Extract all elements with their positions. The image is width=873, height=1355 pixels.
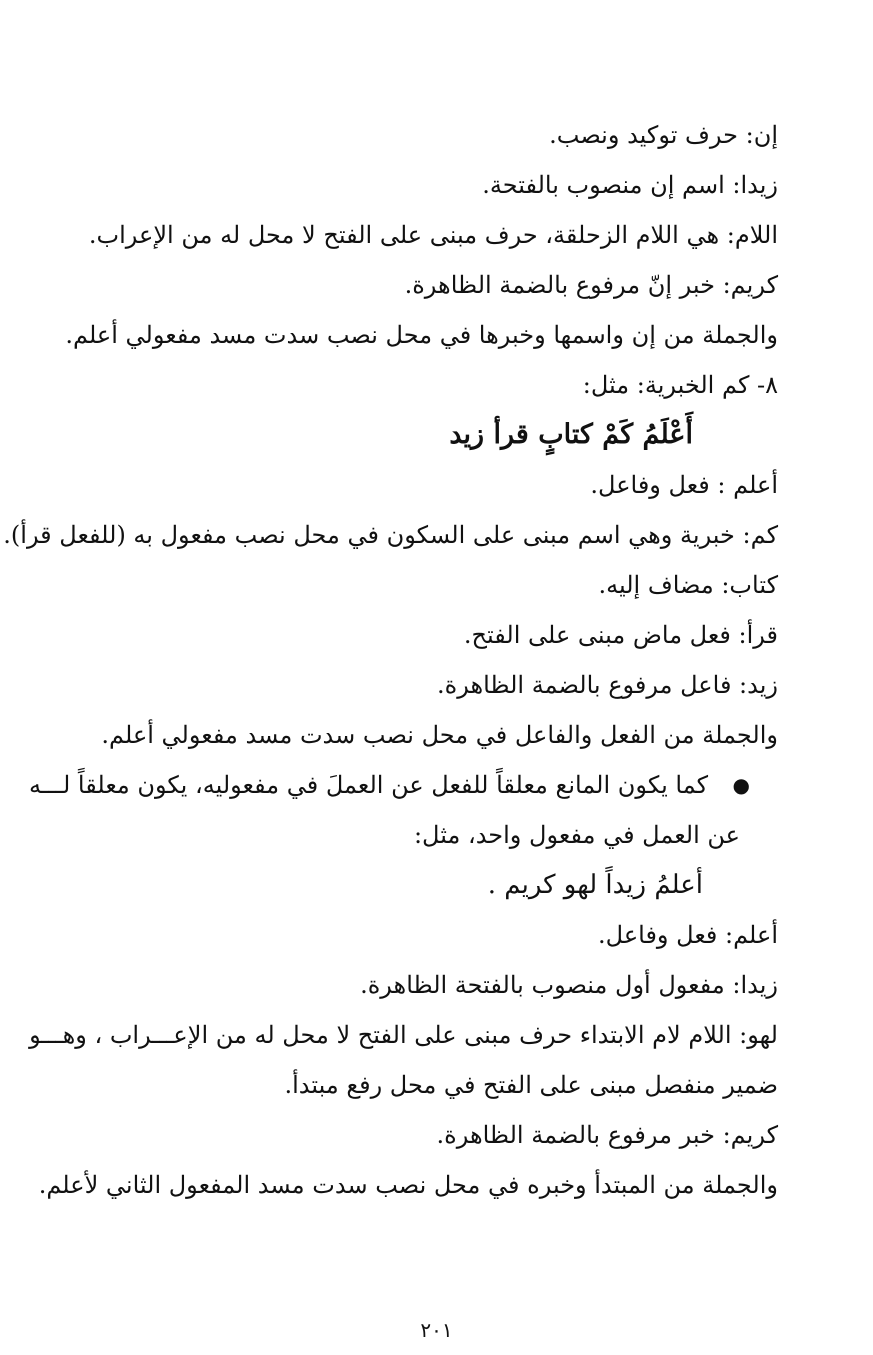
page-number: ٢٠١	[420, 1318, 453, 1342]
example-sentence: أَعْلَمُ كَمْ كتابٍ قرأ زيد	[449, 419, 693, 450]
text-line: أعلم: فعل وفاعل.	[598, 921, 778, 949]
text-line: كتاب: مضاف إليه.	[598, 571, 778, 599]
text-line: والجملة من المبتدأ وخبره في محل نصب سدت مسد المفعول الثاني لأعلم.	[38, 1171, 778, 1199]
text-line: والجملة من إن واسمها وخبرها في محل نصب سدت مسد مفعولي أعلم.	[65, 321, 778, 349]
example-sentence: أعلمُ زيداً لهو كريم .	[487, 870, 703, 900]
text-line: عن العمل في مفعول واحد، مثل:	[413, 821, 740, 849]
text-line: ضمير منفصل مبنى على الفتح في محل رفع مبتدأ.	[284, 1071, 778, 1099]
text-line: اللام: هي اللام الزحلقة، حرف مبنى على الفتح لا محل له من الإعراب.	[88, 221, 778, 249]
text-line: كريم: خبر مرفوع بالضمة الظاهرة.	[436, 1121, 778, 1149]
body-text	[3, 110, 778, 1210]
text-line: قرأ: فعل ماض مبنى على الفتح.	[463, 621, 778, 649]
text-line: زيدا: اسم إن منصوب بالفتحة.	[482, 171, 778, 199]
text-line: والجملة من الفعل والفاعل في محل نصب سدت مسد مفعولي أعلم.	[101, 721, 778, 749]
bullet-item	[29, 760, 778, 810]
text-line: زيد: فاعل مرفوع بالضمة الظاهرة.	[437, 671, 778, 699]
section-heading: ٨- كم الخبرية: مثل:	[582, 371, 778, 399]
text-line: أعلم : فعل وفاعل.	[590, 471, 778, 499]
text-line: لهو: اللام لام الابتداء حرف مبنى على الفتح لا محل له من الإعـــراب ، وهـــو	[29, 1021, 778, 1049]
text-line: زيدا: مفعول أول منصوب بالفتحة الظاهرة.	[360, 971, 778, 999]
bullet-text: كما يكون المانع معلقاً للفعل عن العملَ في مفعوليه، يكون معلقاً لـــه	[29, 771, 708, 799]
text-line: كم: خبرية وهي اسم مبنى على السكون في محل نصب مفعول به (للفعل قرأ).	[3, 521, 778, 549]
text-line: إن: حرف توكيد ونصب.	[549, 121, 778, 149]
text-line: كريم: خبر إنّ مرفوع بالضمة الظاهرة.	[404, 271, 778, 299]
bullet-icon: ●	[732, 773, 750, 797]
